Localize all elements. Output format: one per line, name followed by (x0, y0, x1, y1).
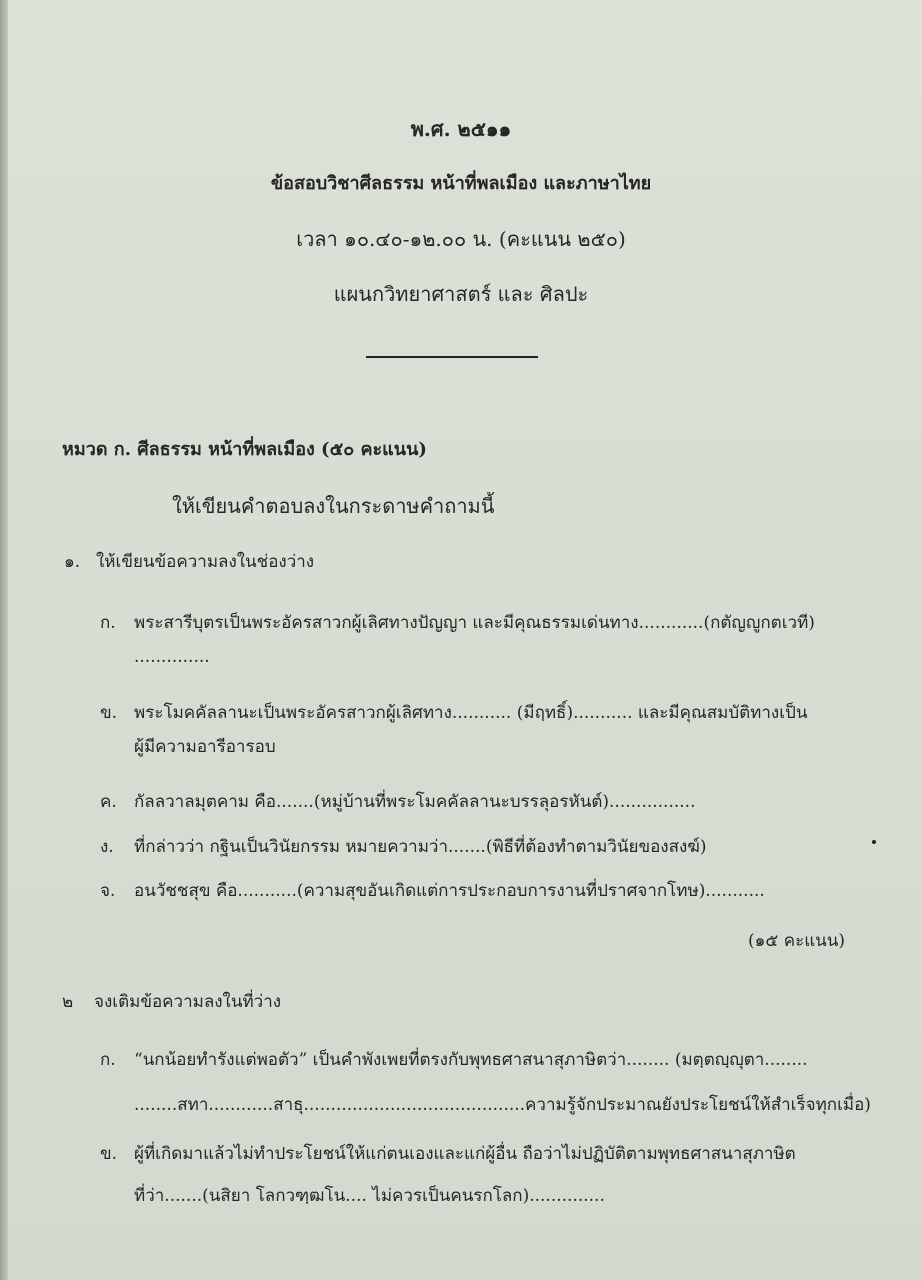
q1-number: ๑. (64, 552, 81, 572)
exam-time: เวลา ๑๐.๔๐-๑๒.๐๐ น. (คะแนน ๒๕๐) (296, 227, 626, 251)
header-divider (366, 356, 538, 358)
q2-number: ๒ (62, 992, 74, 1012)
q1-item-c-label: ค. (100, 792, 117, 812)
q2-item-a-label: ก. (100, 1050, 116, 1070)
section-a-title: หมวด ก. ศีลธรรม หน้าที่พลเมือง (๕๐ คะแนน) (62, 439, 427, 460)
q1-item-b-text: พระโมคคัลลานะเป็นพระอัครสาวกผู้เลิศทาง........... (มีฤทธิ์)........... และมีคุณสมบัติทางเป็น (134, 703, 808, 723)
ink-speck (872, 840, 876, 844)
q2-prompt: จงเติมข้อความลงในที่ว่าง (94, 992, 282, 1012)
q1-item-a-continuation: .............. (134, 647, 210, 667)
q1-item-d-label: ง. (100, 837, 114, 857)
q2-item-a-continuation: ........สทา............สาธุ.........................................ความรู้จักประมาณยังประโยชน์ให้สำเร็จทุกเมื่อ) (134, 1095, 871, 1115)
q2-item-b-continuation: ที่ว่า.......(นสิยา โลกวฑฺฒโน.... ไม่ควรเป็นคนรกโลก).............. (134, 1186, 605, 1206)
exam-year: พ.ศ. ๒๕๑๑ (410, 117, 512, 141)
q1-item-a-text: พระสารีบุตรเป็นพระอัครสาวกผู้เลิศทางปัญญา และมีคุณธรรมเด่นทาง............(กตัญญูกตเวที) (134, 613, 815, 633)
q1-item-a-label: ก. (100, 613, 116, 633)
exam-title: ข้อสอบวิชาศีลธรรม หน้าที่พลเมือง และภาษาไทย (270, 173, 652, 194)
q1-item-e-text: อนวัชชสุข คือ...........(ความสุขอันเกิดแต่การประกอบการงานที่ปราศจากโทษ)........... (134, 881, 765, 901)
q2-item-a-text: “นกน้อยทำรังแต่พอตัว” เป็นคำพังเพยที่ตรงกับพุทธศาสนาสุภาษิตว่า........ (มตฺตญฺญุตา........ (134, 1050, 808, 1070)
q1-prompt: ให้เขียนข้อความลงในช่องว่าง (96, 552, 315, 572)
q1-item-c-text: กัลลวาลมุตคาม คือ.......(หมู่บ้านที่พระโมคคัลลานะบรรลุอรหันต์)................ (134, 792, 696, 812)
q2-item-b-label: ข. (100, 1144, 118, 1164)
q1-item-d-text: ที่กล่าวว่า กฐินเป็นวินัยกรรม หมายความว่า.......(พิธีที่ต้องทำตามวินัยของสงฆ์) (134, 837, 707, 857)
q2-item-b-text: ผู้ที่เกิดมาแล้วไม่ทำประโยชน์ให้แก่ตนเองและแก่ผู้อื่น ถือว่าไม่ปฏิบัติตามพุทธศาสนาสุภาษิต (134, 1144, 796, 1164)
q1-item-b-continuation: ผู้มีความอารีอารอบ (134, 737, 276, 757)
q1-item-b-label: ข. (100, 703, 118, 723)
exam-department: แผนกวิทยาศาสตร์ และ ศิลปะ (333, 282, 589, 306)
q1-item-e-label: จ. (100, 881, 116, 901)
section-a-instruction: ให้เขียนคำตอบลงในกระดาษคำถามนี้ (172, 494, 495, 518)
q1-score: (๑๕ คะแนน) (748, 931, 846, 951)
